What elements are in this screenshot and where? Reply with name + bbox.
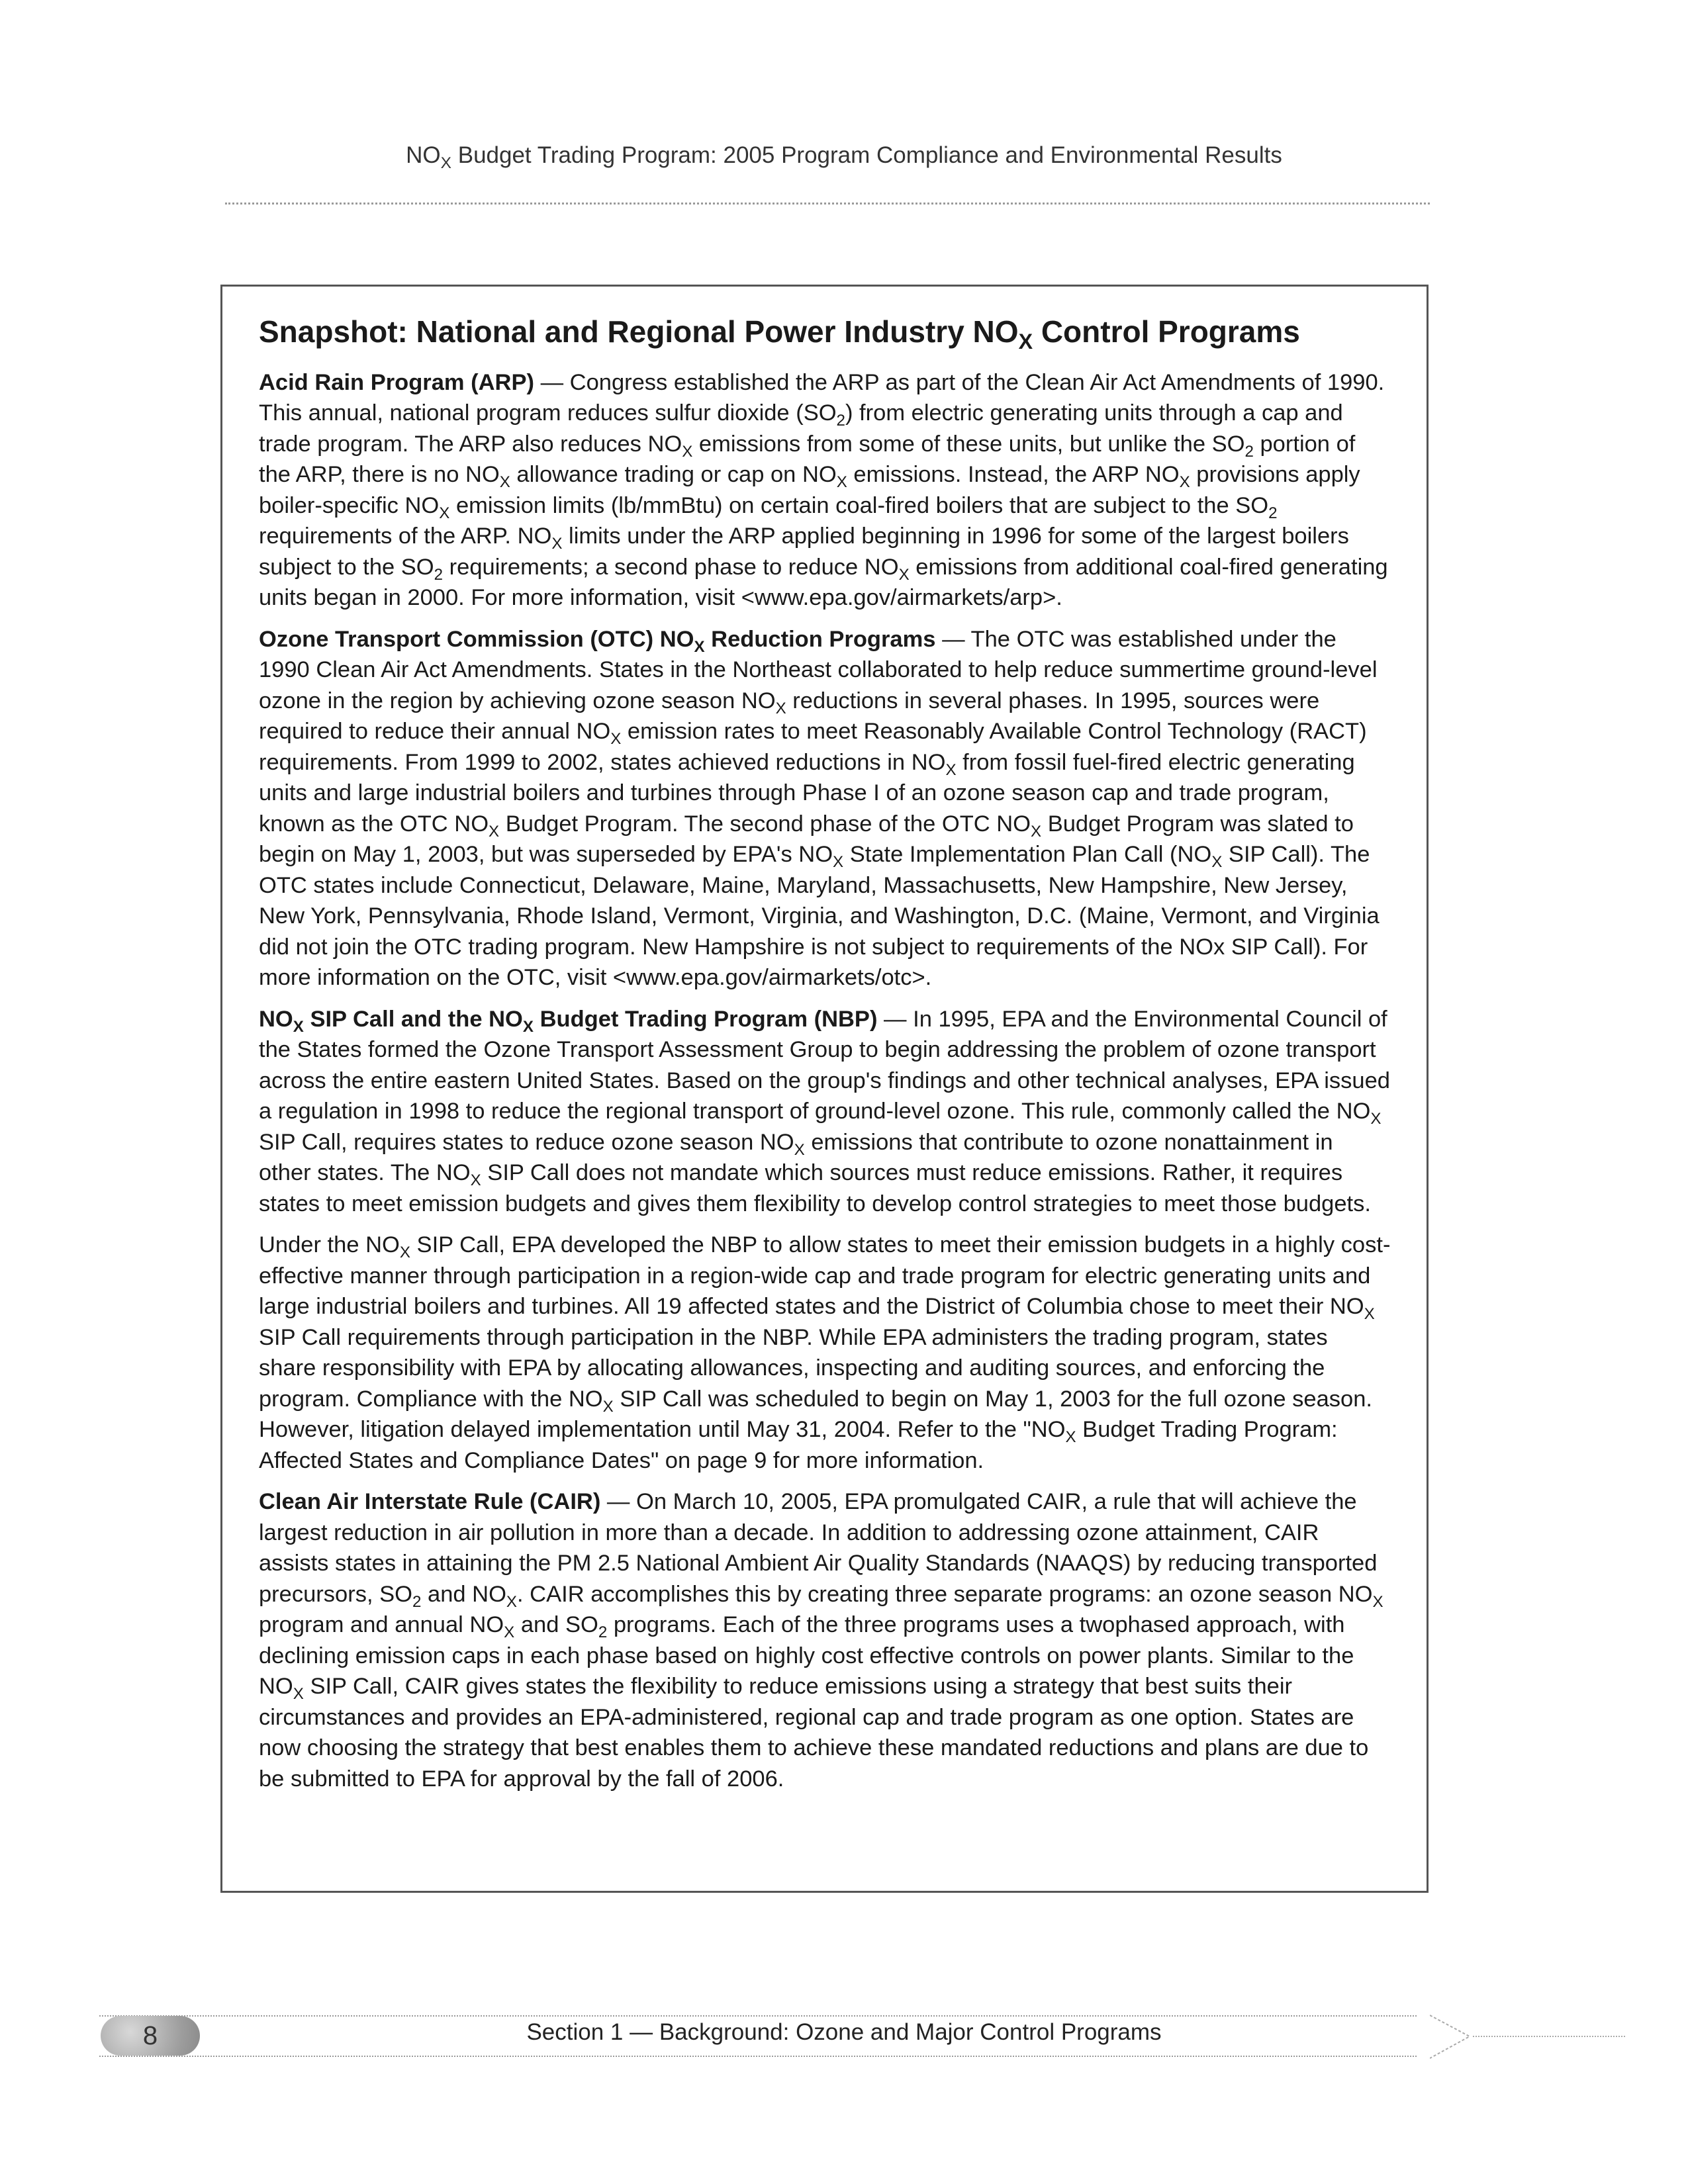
running-header: $NO_X$ Budget Trading Program: 2005 Program Compliance and Environmental Results: [406, 142, 1282, 172]
cair-heading: Clean Air Interstate Rule (CAIR): [259, 1489, 601, 1514]
arp-heading: Acid Rain Program (ARP): [259, 369, 534, 395]
otc-paragraph: Ozone Transport Commission (OTC) $NO_X$ Reduction Programs — The OTC was established under the 1990 Clean Air Act Amendments. States in the Northeast collaborated to help reduce summertime ground-level ozone in the region by achieving ozone season $NO_X$ reductions in several phases. In 1995, sources were required to reduce their annual $NO_X$ emission rates to meet Reasonably Available Control Technology (RACT) requirements. From 1999 to 2002, states achieved reductions in $NO_X$ from fossil fuel-fired electric generating units and large industrial boilers and turbines through Phase I of an ozone season cap and trade program, known as the OTC $NO_X$ Budget Program. The second phase of the OTC $NO_X$ Budget Program was slated to begin on May 1, 2003, but was superseded by EPA's $NO_X$ State Implementation Plan Call ($NO_X$ SIP Call). The OTC states include Connecticut, Delaware, Maine, Maryland, Massachusetts, New Hampshire, New Jersey, New York, Pennsylvania, Rhode Island, Vermont, Virginia, and Washington, D.C. (Maine, Vermont, and Virginia did not join the OTC trading program. New Hampshire is not subject to requirements of the NOx SIP Call). For more information on the OTC, visit <www.epa.gov/airmarkets/otc>.: [259, 626, 1380, 990]
footer-section-title: Section 1 — Background: Ozone and Major Control Programs: [526, 2019, 1162, 2045]
otc-heading: Ozone Transport Commission (OTC) $NO_X$ Reduction Programs: [259, 626, 936, 656]
footer-divider-bottom: [99, 2056, 1417, 2057]
footer-divider-top: [99, 2015, 1417, 2017]
nbp-detail-paragraph: Under the $NO_X$ SIP Call, EPA developed the NBP to allow states to meet their emission budgets in a highly cost-effective manner through participation in a region-wide cap and trade program for electric generating units and large industrial boilers and turbines. All 19 affected states and the District of Columbia chose to meet their $NO_X$ SIP Call requirements through participation in the NBP. While EPA administers the trading program, states share responsibility with EPA by allocating allowances, inspecting and auditing sources, and enforcing the program. Compliance with the $NO_X$ SIP Call was scheduled to begin on May 1, 2003 for the full ozone season. However, litigation delayed implementation until May 31, 2004. Refer to the "$NO_X$ Budget Trading Program: Affected States and Compliance Dates" on page 9 for more information.: [259, 1232, 1391, 1473]
header-divider: [225, 203, 1430, 205]
nbp-paragraph: $NO_X$ SIP Call and the $NO_X$ Budget Trading Program (NBP) — In 1995, EPA and the Environmental Council of the States formed the Ozone Transport Assessment Group to begin addressing the problem of ozone transport across the entire eastern United States. Based on the group's findings and other technical analyses, EPA issued a regulation in 1998 to reduce the regional transport of ground-level ozone. This rule, commonly called the $NO_X$ SIP Call, requires states to reduce ozone season $NO_X$ emissions that contribute to ozone nonattainment in other states. The $NO_X$ SIP Call does not mandate which sources must reduce emissions. Rather, it requires states to meet emission budgets and gives them flexibility to develop control strategies to meet those budgets.: [259, 1006, 1390, 1216]
snapshot-box: [220, 285, 1429, 1893]
snapshot-title: Snapshot: National and Regional Power Industry $NO_X$ Control Programs: [259, 314, 1300, 354]
page-number: 8: [142, 2021, 158, 2050]
cair-paragraph: Clean Air Interstate Rule (CAIR) — On March 10, 2005, EPA promulgated CAIR, a rule that will achieve the largest reduction in air pollution in more than a decade. In addition to addressing ozone attainment, CAIR assists states in attaining the PM 2.5 National Ambient Air Quality Standards (NAAQS) by reducing transported precursors, $SO_2$ and $NO_X$. CAIR accomplishes this by creating three separate programs: an ozone season $NO_X$ program and annual $NO_X$ and $SO_2$ programs. Each of the three programs uses a twophased approach, with declining emission caps in each phase based on highly cost effective controls on power plants. Similar to the $NO_X$ SIP Call, CAIR gives states the flexibility to reduce emissions using a strategy that best suits their circumstances and provides an EPA-administered, regional cap and trade program as one option. States are now choosing the strategy that best enables them to achieve these mandated reductions and plans are due to be submitted to EPA for approval by the fall of 2006.: [259, 1489, 1383, 1792]
nbp-heading: $NO_X$ SIP Call and the $NO_X$ Budget Trading Program (NBP): [259, 1006, 878, 1036]
arp-paragraph: Acid Rain Program (ARP) — Congress established the ARP as part of the Clean Air Act Amendments of 1990. This annual, national program reduces sulfur dioxide $(SO_2)$ from electric generating units through a cap and trade program. The ARP also reduces $NO_X$ emissions from some of these units, but unlike the $SO_2$ portion of the ARP, there is no $NO_X$ allowance trading or cap on $NO_X$ emissions. Instead, the ARP $NO_X$ provisions apply boiler-specific $NO_X$ emission limits (lb/mmBtu) on certain coal-fired boilers that are subject to the $SO_2$ requirements of the ARP. $NO_X$ limits under the ARP applied beginning in 1996 for some of the largest boilers subject to the $SO_2$ requirements; a second phase to reduce $NO_X$ emissions from additional coal-fired generating units began in 2000. For more information, visit <www.epa.gov/airmarkets/arp>.: [259, 369, 1388, 610]
